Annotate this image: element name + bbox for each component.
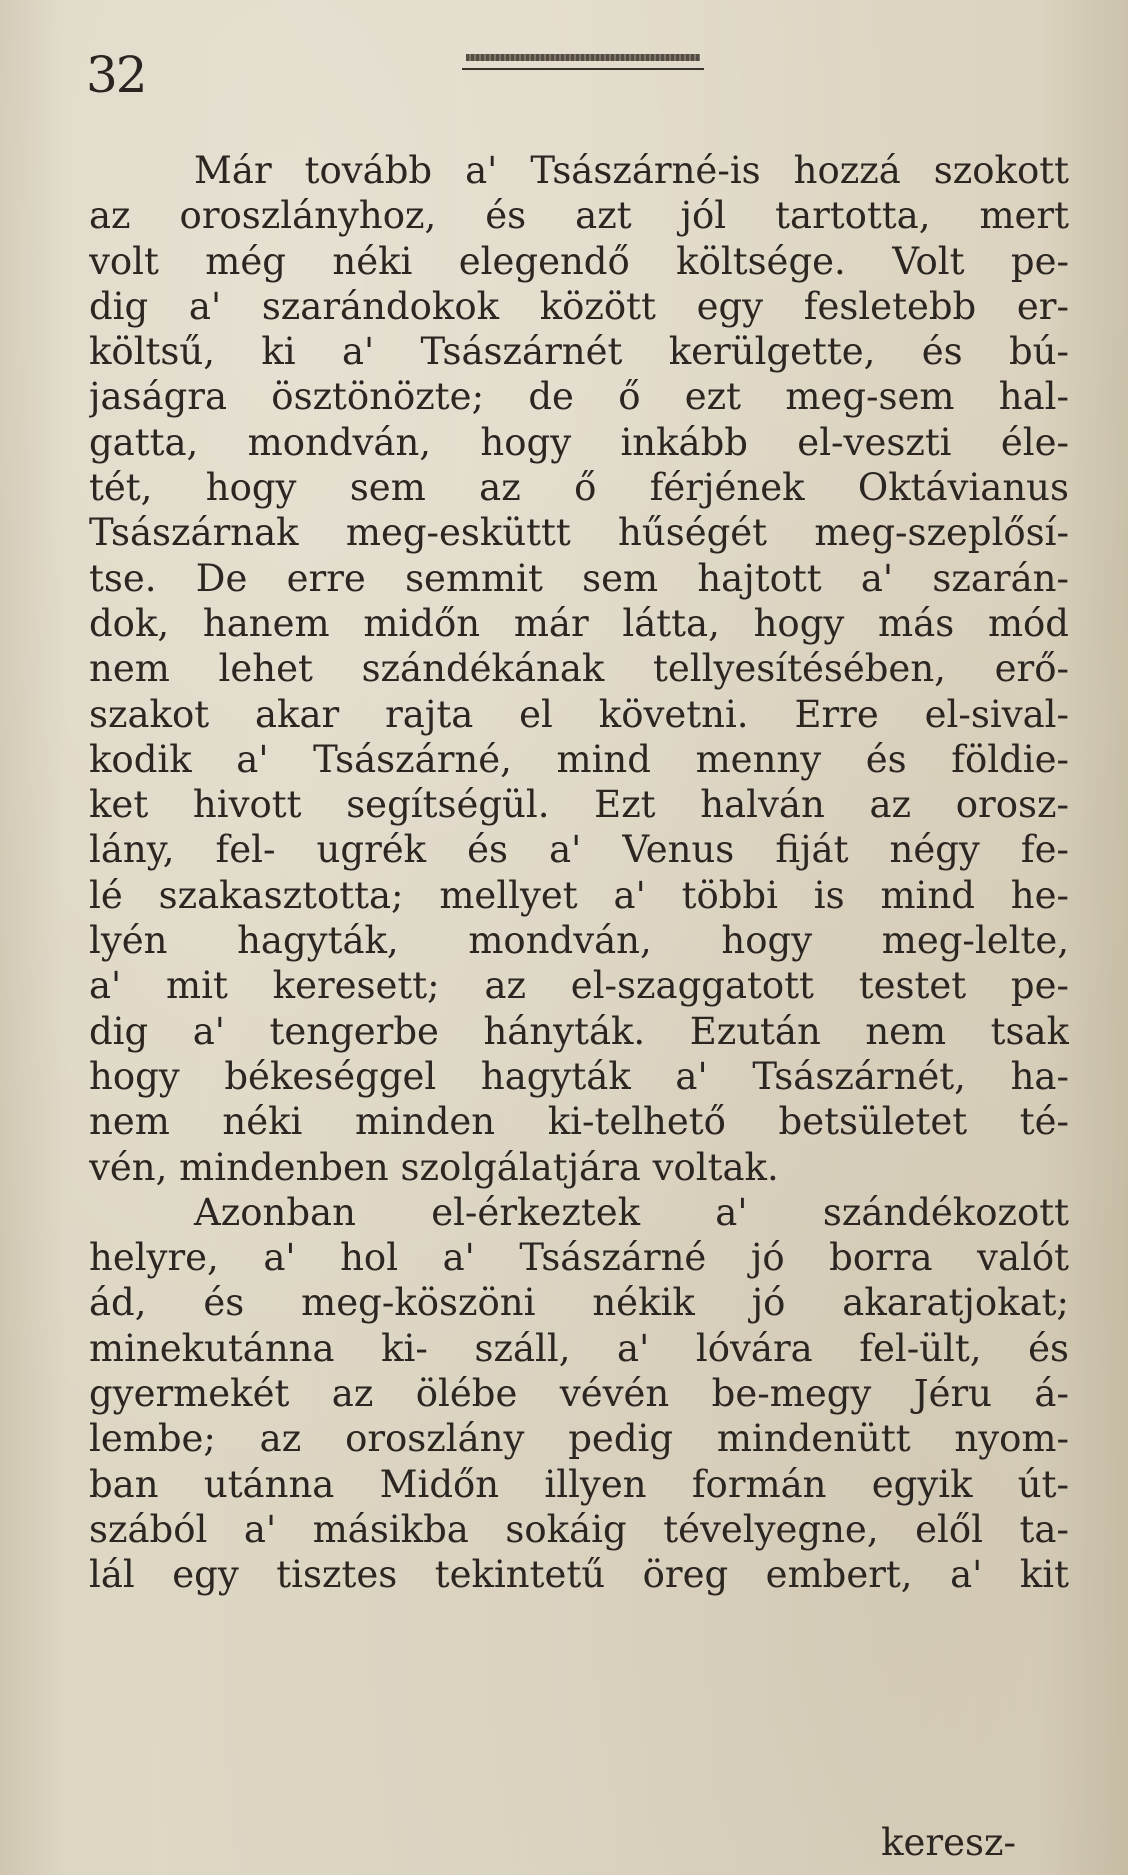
text-line: kodik a' Tsászárné, mind menny és földie- [89, 737, 1069, 781]
text-line: ban utánna Midőn illyen formán egyik út- [89, 1462, 1069, 1506]
text-line: az oroszlányhoz, és azt jól tartotta, mert [89, 194, 1069, 238]
header-ornament-rule [462, 52, 704, 74]
text-line: lyén hagyták, mondván, hogy meg-lelte, [89, 919, 1069, 963]
page-number: 32 [86, 46, 146, 104]
catchword: keresz- [881, 1821, 1016, 1864]
text-line: hogy békeséggel hagyták a' Tsászárnét, ha- [89, 1054, 1069, 1098]
text-line: gatta, mondván, hogy inkább el-veszti éle- [89, 420, 1069, 464]
text-line: lé szakasztotta; mellyet a' többi is mind he- [89, 873, 1069, 917]
text-line: nem lehet szándékának tellyesítésében, erő- [89, 647, 1069, 691]
text-line: minekutánna ki- száll, a' lóvára fel-ült, és [89, 1326, 1069, 1370]
text-line: Azonban el-érkeztek a' szándékozott [194, 1190, 1069, 1234]
rule-line [462, 68, 704, 70]
text-line: lembe; az oroszlány pedig mindenütt nyom- [89, 1417, 1069, 1461]
text-line: dig a' tengerbe hányták. Ezután nem tsak [89, 1009, 1069, 1053]
text-line: helyre, a' hol a' Tsászárné jó borra valót [89, 1236, 1069, 1280]
text-line: Tsászárnak meg-esküttt hűségét meg-szeplősí- [89, 511, 1069, 555]
ornament-band [466, 54, 700, 61]
text-line: ád, és meg-köszöni nékik jó akaratjokat; [89, 1281, 1069, 1325]
text-line: nem néki minden ki-telhető betsületet té- [89, 1100, 1069, 1144]
text-line: tse. De erre semmit sem hajtott a' szarán- [89, 556, 1069, 600]
text-line: ket hivott segítségül. Ezt halván az orosz- [89, 783, 1069, 827]
text-line: szából a' másikba sokáig tévelyegne, elől ta- [89, 1507, 1069, 1551]
text-line: dig a' szarándokok között egy fesletebb er- [89, 284, 1069, 328]
text-line: gyermekét az ölébe vévén be-megy Jéru á- [89, 1372, 1069, 1416]
text-line: lál egy tisztes tekintetű öreg embert, a' kit [89, 1553, 1069, 1597]
text-line: költsű, ki a' Tsászárnét kerülgette, és bú- [89, 330, 1069, 374]
text-line: dok, hanem midőn már látta, hogy más mód [89, 601, 1069, 645]
text-line: vén, mindenben szolgálatjára voltak. [89, 1145, 779, 1189]
text-line: Már tovább a' Tsászárné-is hozzá szokott [194, 149, 1069, 192]
text-line: lány, fel- ugrék és a' Venus fiját négy fe- [89, 828, 1069, 872]
text-line: tét, hogy sem az ő férjének Oktávianus [89, 466, 1069, 510]
text-line: volt még néki elegendő költsége. Volt pe- [89, 239, 1069, 283]
text-line: szakot akar rajta el követni. Erre el-sival- [89, 692, 1069, 736]
text-line: jaságra ösztönözte; de ő ezt meg-sem hal- [89, 375, 1069, 419]
text-line: a' mit keresett; az el-szaggatott testet pe- [89, 964, 1069, 1008]
body-text [89, 148, 1069, 1598]
